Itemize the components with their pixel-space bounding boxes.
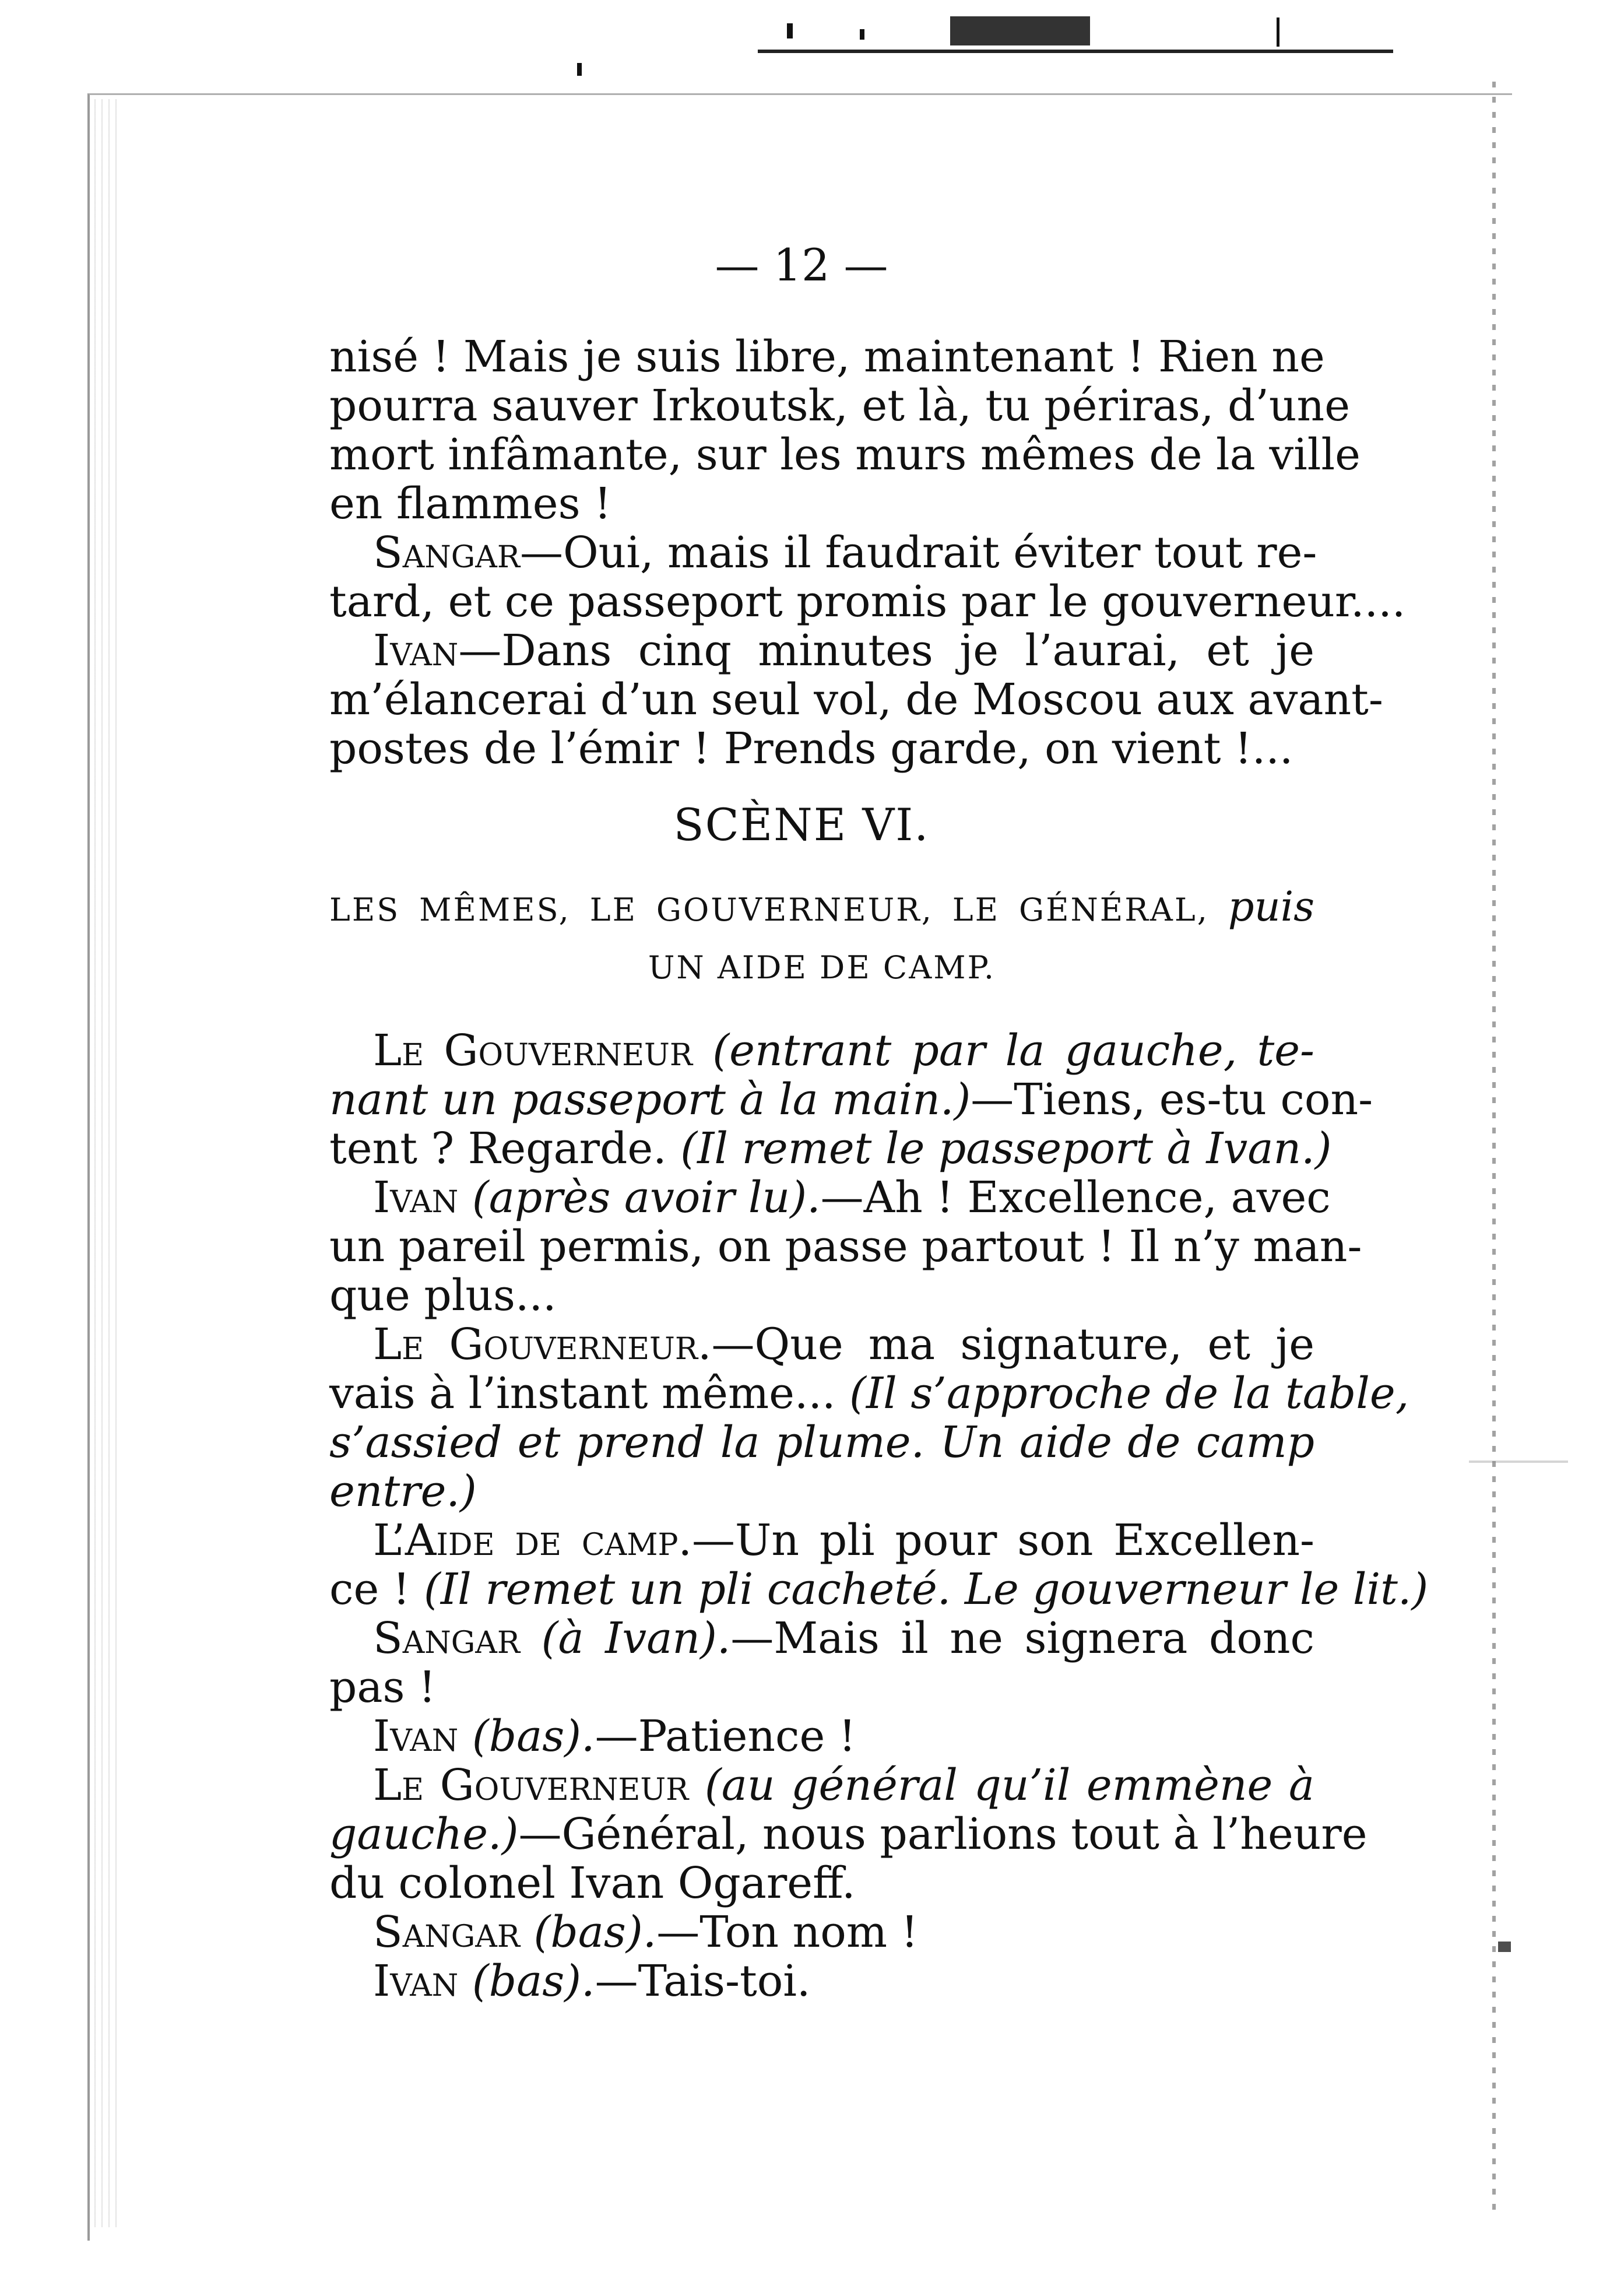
scene-characters-line-2: UN AIDE DE CAMP. [648,949,996,986]
speech-text: —Dans cinq minutes je l’aurai, et je [458,626,1314,676]
speech-text: —Un pli pour son Excellen- [691,1515,1314,1565]
speaker-name: Sangar [373,528,520,578]
speech-line [329,1712,1314,1761]
speaker-name: Sangar [373,1907,520,1957]
speech-text: —Ton nom ! [656,1907,919,1957]
speech-line [329,1908,1314,1957]
stage-direction: (bas). [533,1907,657,1957]
speech-line: tard, et ce passeport promis par le gouverneur.... [329,577,1406,627]
stage-direction: (bas). [472,1711,595,1761]
stage-direction: entre.) [329,1466,477,1516]
speech-line [329,1075,1373,1125]
speech-text: —Tais-toi. [595,1956,811,2006]
speaker-name: Ivan [373,1711,459,1761]
speaker-name: Le Gouverneur. [373,1319,712,1370]
continuation-block [329,332,1406,774]
speech-text: —Ah ! Excellence, avec [820,1172,1331,1223]
speaker-name: Sangar [373,1613,520,1663]
speech-line: pas ! [329,1662,436,1712]
stage-direction: (entrant par la gauche, te- [712,1026,1314,1076]
scene-characters [329,877,1314,939]
scan-smudge [1469,1461,1568,1463]
speech-line [329,1026,1314,1075]
speech-line [329,1957,1314,2006]
speech-line [329,1761,1314,1810]
speech-text: —Que ma signature, et je [711,1319,1315,1370]
scan-mark [1277,17,1279,47]
speech-line [329,1564,1429,1614]
text-line: pourra sauver Irkoutsk, et là, tu périras, d’une [329,381,1350,431]
scan-mark [577,63,582,76]
speech-line: m’élancerai d’un seul vol, de Moscou aux avant- [329,675,1383,725]
speech-line [329,1368,1409,1419]
speech-line: postes de l’émir ! Prends garde, on vient !... [329,724,1293,774]
stage-direction: nant un passeport à la main.) [329,1075,971,1125]
speech-text: —Général, nous parlions tout à l’heure [518,1809,1368,1859]
speaker-name: L’Aide de camp. [373,1515,692,1565]
text-line: en flammes ! [329,479,611,529]
speech-line: un pareil permis, on passe partout ! Il n’y man- [329,1221,1362,1272]
stage-direction: (au général qu’il emmène à [704,1760,1314,1810]
speech-line [329,1124,1332,1174]
scan-mark [787,23,793,38]
characters-puis: puis [1228,883,1314,931]
speaker-name: Ivan [373,1172,459,1223]
speech-line [329,1320,1314,1369]
stage-direction: s’assied et prend la plume. Un aide de camp [329,1417,1314,1468]
speaker-name: Ivan [373,1956,459,2006]
speech-line: que plus... [329,1270,557,1321]
speech-line [329,528,1317,578]
speech-text: tent ? Regarde. [329,1124,667,1174]
stage-direction: (à Ivan). [541,1613,731,1663]
scan-top-strip [758,50,1393,53]
speech-line [329,1809,1368,1859]
speech-text: ce ! [329,1564,410,1614]
speech-line [329,1614,1314,1663]
speech-text: —Tiens, es-tu con- [971,1075,1373,1125]
speech-text: vais à l’instant même... [329,1368,836,1419]
stage-direction: (Il s’approche de la table, [849,1368,1409,1419]
stage-direction: gauche.) [329,1809,519,1859]
scan-mark [950,16,1090,45]
scan-smudge [1498,1942,1511,1952]
speaker-name: Le Gouverneur [373,1026,693,1076]
stage-direction: (après avoir lu). [472,1172,821,1223]
dialogue-block [329,1026,1429,2006]
speech-text: —Oui, mais il faudrait éviter tout re- [520,528,1317,578]
scan-mark [860,29,864,40]
text-line: mort infâmante, sur les murs mêmes de la ville [329,430,1361,480]
speech-line: du colonel Ivan Ogareff. [329,1858,856,1908]
characters-list: LES MÊMES, LE GOUVERNEUR, LE GÉNÉRAL, [329,891,1209,928]
speech-text: —Patience ! [595,1711,856,1761]
stage-direction: (Il remet un pli cacheté. Le gouverneur le lit.) [424,1564,1429,1614]
speech-line [329,626,1314,675]
speaker-name: Le Gouverneur [373,1760,689,1810]
speech-line [329,1516,1314,1565]
stage-direction: (bas). [472,1956,595,2006]
speaker-name: Ivan [373,626,459,676]
speech-line [329,1172,1331,1223]
text-line: nisé ! Mais je suis libre, maintenant ! Rien ne [329,332,1325,382]
speech-text: —Mais il ne signera donc [730,1613,1315,1663]
stage-direction: (Il remet le passeport à Ivan.) [680,1124,1332,1174]
page-number: — 12 — [715,239,888,291]
scene-title: SCÈNE VI. [673,799,930,851]
